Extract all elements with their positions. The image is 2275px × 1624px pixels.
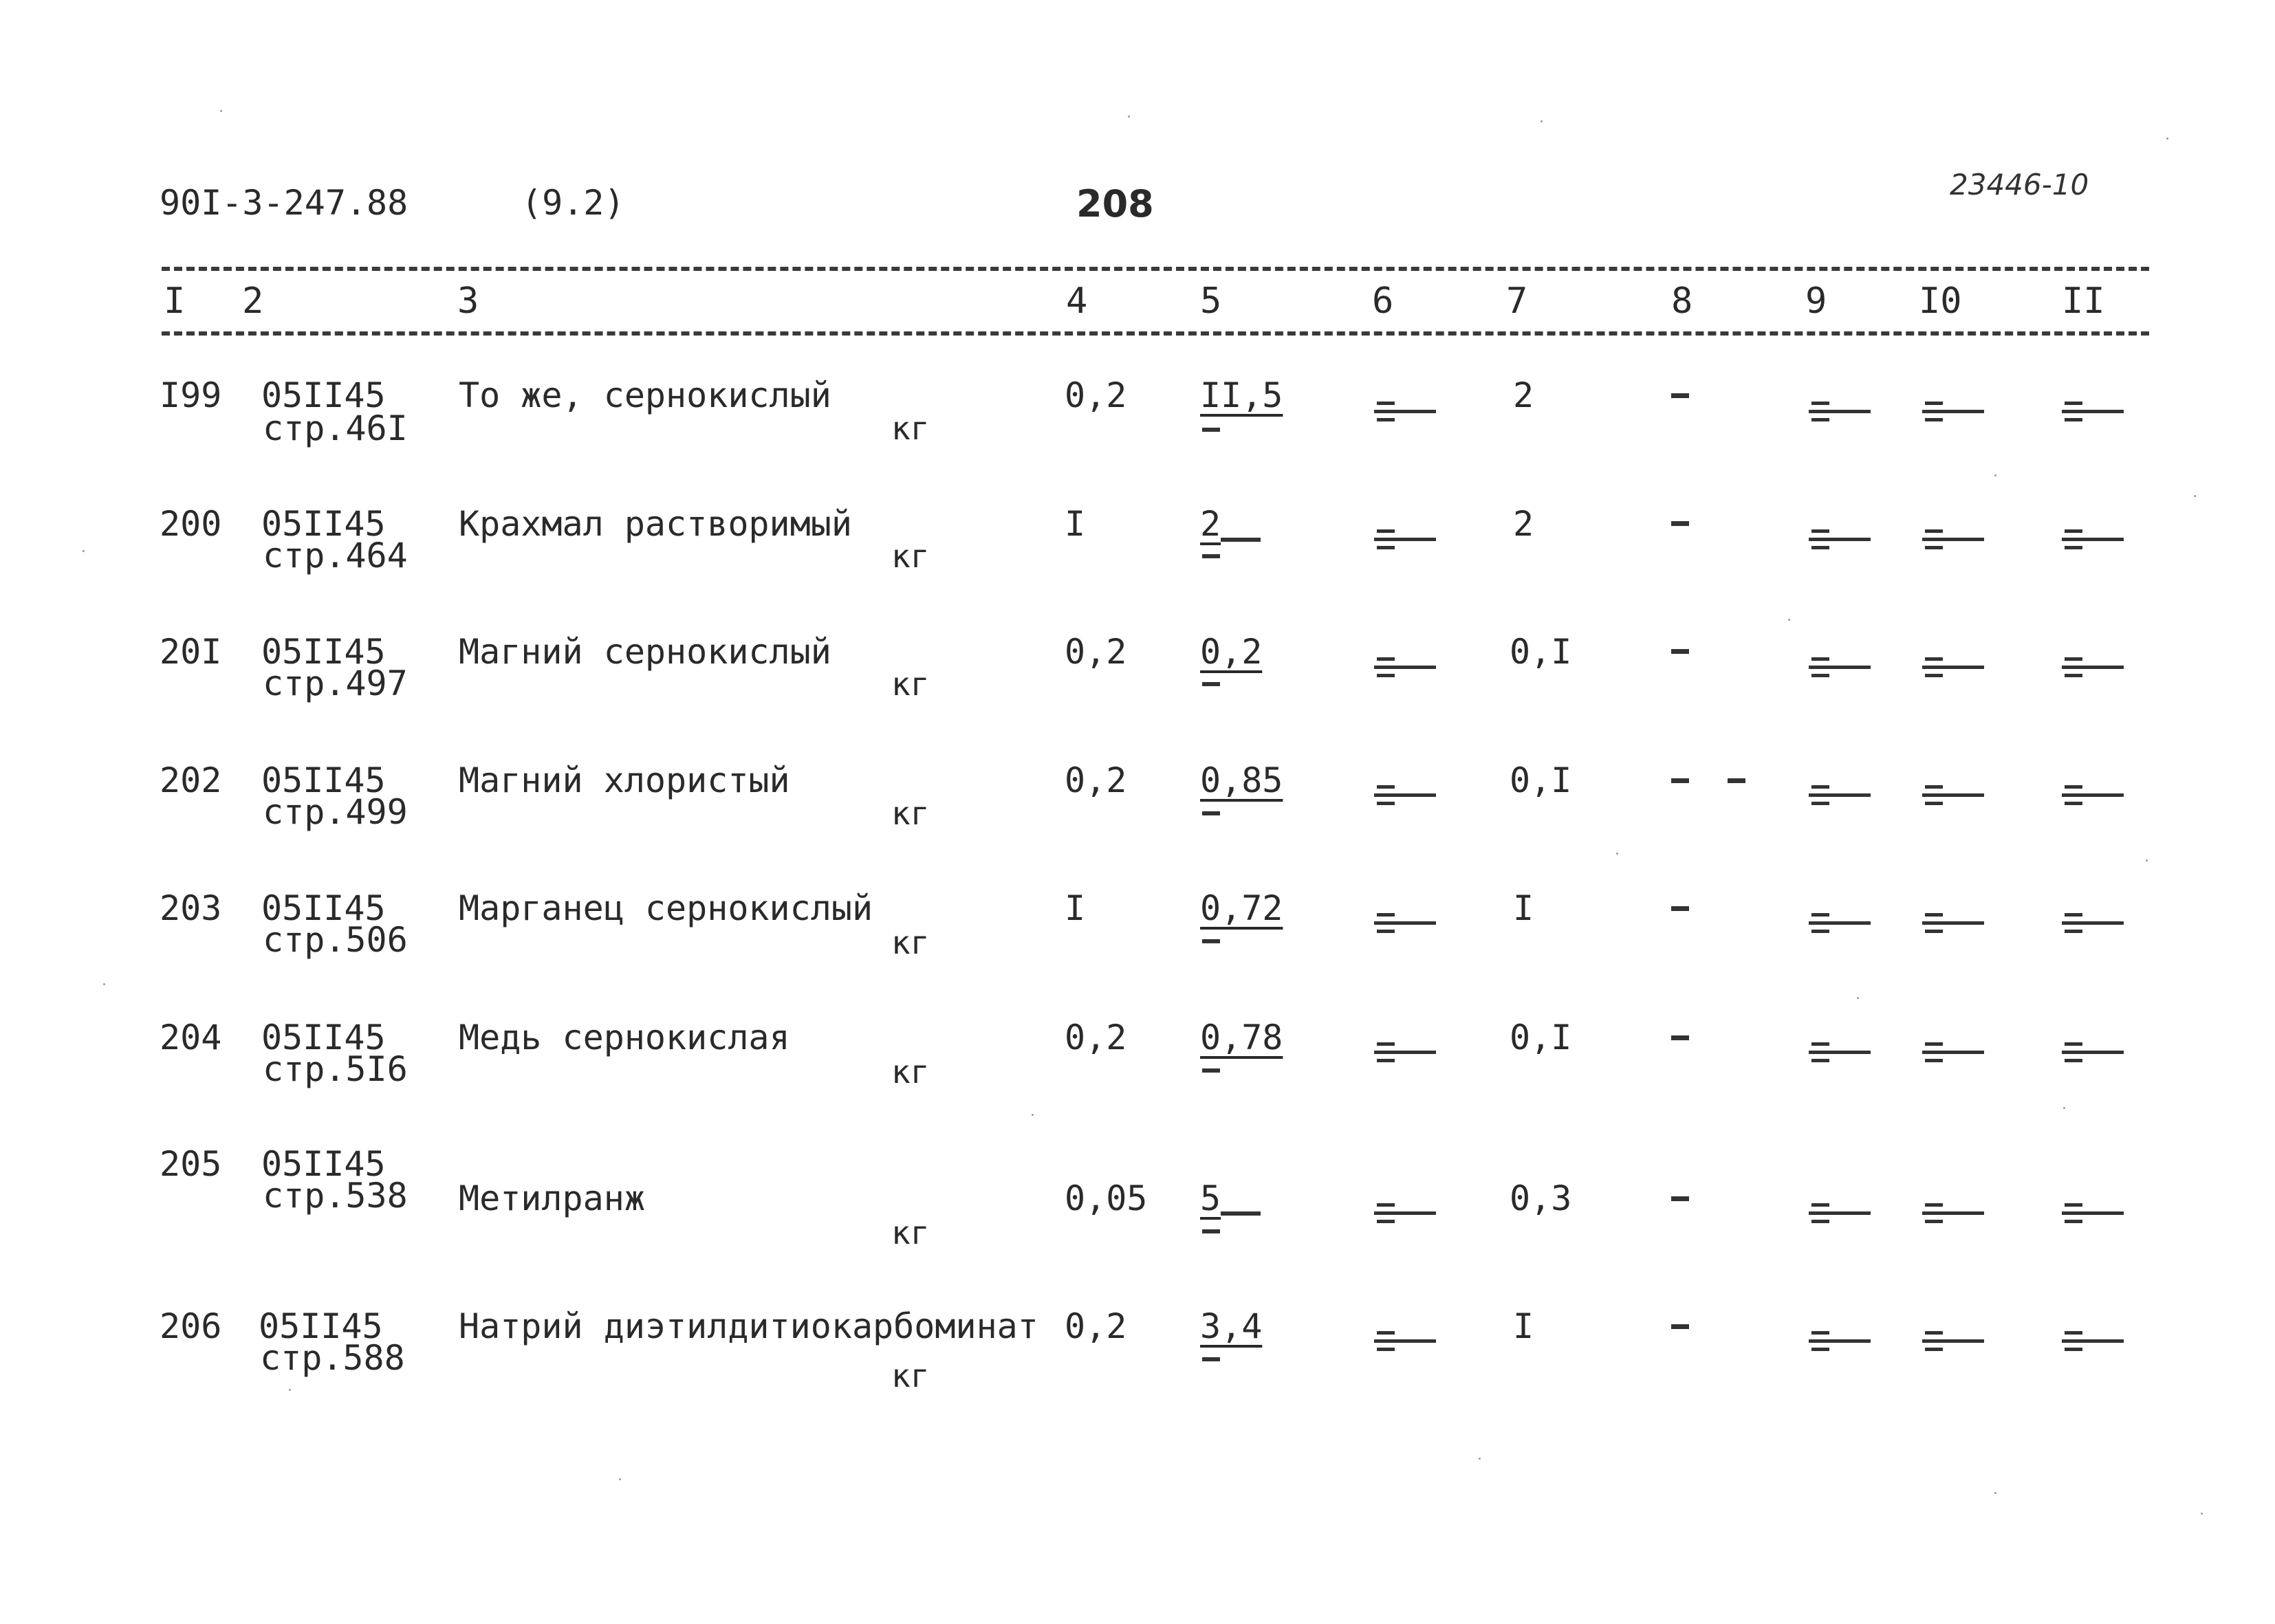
ditto-mark — [2062, 397, 2124, 425]
value-col7: 2 — [1513, 375, 1534, 415]
material-name: Натрий диэтилдитиокарбоминат — [459, 1306, 1038, 1346]
unit-label: кг — [891, 1214, 930, 1251]
unit-label: кг — [891, 924, 930, 961]
column-header: I0 — [1919, 281, 1962, 322]
reference-code: 05II45 — [259, 1306, 383, 1346]
dash-mark — [1671, 1196, 1689, 1201]
value-col5: II,5 — [1200, 375, 1283, 415]
value-col5: 2 — [1200, 504, 1221, 544]
reference-page: стр.538 — [263, 1176, 408, 1216]
unit-label: кг — [891, 538, 930, 575]
value-col4: 0,2 — [1065, 1306, 1127, 1346]
ditto-mark — [2062, 1327, 2124, 1354]
column-header: 6 — [1372, 281, 1394, 322]
ditto-mark — [1809, 397, 1871, 425]
dash-mark — [1671, 906, 1689, 911]
fraction-mark — [1202, 811, 1220, 815]
ditto-mark — [1374, 1199, 1436, 1227]
document-code: 90I-3-247.88 — [160, 183, 409, 223]
value-col5: 0,72 — [1200, 888, 1283, 928]
ditto-mark — [1922, 781, 1984, 809]
value-col5: 0,78 — [1200, 1018, 1283, 1057]
value-col4: 0,05 — [1065, 1178, 1148, 1218]
reference-code: 05II45 — [261, 888, 386, 928]
column-header: 2 — [242, 281, 264, 322]
ditto-mark — [1922, 653, 1984, 681]
value-col7: I — [1513, 1306, 1534, 1346]
value-col5: 3,4 — [1200, 1306, 1263, 1346]
reference-code: 05II45 — [261, 632, 386, 672]
reference-page: стр.499 — [263, 792, 408, 832]
ditto-mark — [2062, 781, 2124, 809]
ditto-mark — [2062, 909, 2124, 936]
ditto-mark — [2062, 1199, 2124, 1227]
row-number: 203 — [160, 888, 222, 928]
material-name: Марганец сернокислый — [459, 888, 873, 928]
ditto-mark — [1922, 525, 1984, 553]
value-col4: 0,2 — [1065, 760, 1127, 800]
column-header: 8 — [1671, 281, 1693, 322]
value-col7: 0,3 — [1510, 1178, 1572, 1218]
fraction-mark — [1202, 1068, 1220, 1073]
fraction-mark — [1202, 554, 1220, 558]
material-name: Метилранж — [459, 1178, 645, 1218]
reference-page: стр.506 — [263, 920, 408, 960]
ditto-mark — [1922, 397, 1984, 425]
ditto-mark — [1809, 1038, 1871, 1066]
material-name: То же, сернокислый — [459, 375, 831, 415]
ditto-mark — [1809, 909, 1871, 936]
ditto-mark — [1374, 397, 1436, 425]
value-col7: 0,I — [1510, 760, 1572, 800]
row-number: 200 — [160, 504, 222, 544]
material-name: Магний сернокислый — [459, 632, 831, 672]
ditto-mark — [1374, 653, 1436, 681]
row-number: 206 — [160, 1306, 222, 1346]
row-number: 20I — [160, 632, 222, 672]
ditto-mark — [1922, 1038, 1984, 1066]
value-col7: 2 — [1513, 504, 1534, 544]
reference-code: 05II45 — [261, 760, 386, 800]
dash-mark — [1671, 521, 1689, 526]
row-number: 202 — [160, 760, 222, 800]
value-col4: I — [1065, 888, 1086, 928]
fraction-mark — [1202, 1357, 1220, 1361]
row-number: I99 — [160, 375, 222, 415]
ditto-mark — [1922, 1327, 1984, 1354]
column-header: 7 — [1506, 281, 1528, 322]
unit-label: кг — [891, 410, 930, 447]
dash-mark — [1671, 1035, 1689, 1040]
dash-mark — [1671, 778, 1689, 783]
header-rule-bottom — [162, 331, 2149, 336]
unit-label: кг — [891, 666, 930, 703]
archive-number: 23446-10 — [1950, 168, 2089, 201]
column-header: I — [164, 281, 186, 322]
ditto-mark — [1374, 909, 1436, 936]
ditto-mark — [1922, 1199, 1984, 1227]
material-name: Медь сернокислая — [459, 1018, 790, 1057]
reference-page: стр.46I — [263, 408, 408, 448]
reference-page: стр.5I6 — [263, 1049, 408, 1089]
column-header: II — [2062, 281, 2105, 322]
fraction-mark — [1221, 1211, 1261, 1216]
ditto-mark — [1809, 653, 1871, 681]
ditto-mark — [1374, 1038, 1436, 1066]
section-number: (9.2) — [521, 183, 625, 223]
value-col5: 0,85 — [1200, 760, 1283, 800]
fraction-mark — [1202, 428, 1220, 432]
header-rule-top — [162, 267, 2149, 271]
fraction-mark — [1202, 682, 1220, 686]
ditto-mark — [2062, 525, 2124, 553]
ditto-mark — [1809, 525, 1871, 553]
row-number: 204 — [160, 1018, 222, 1057]
dash-mark — [1671, 1324, 1689, 1329]
ditto-mark — [1374, 781, 1436, 809]
fraction-mark — [1202, 939, 1220, 943]
reference-code: 05II45 — [261, 375, 386, 415]
unit-label: кг — [891, 1053, 930, 1090]
ditto-mark — [2062, 653, 2124, 681]
value-col4: I — [1065, 504, 1086, 544]
dash-mark — [1728, 778, 1745, 783]
column-header: 4 — [1066, 281, 1088, 322]
value-col5: 0,2 — [1200, 632, 1263, 672]
unit-label: кг — [891, 1357, 930, 1394]
page-number: 208 — [1076, 182, 1154, 226]
ditto-mark — [1809, 781, 1871, 809]
value-col4: 0,2 — [1065, 1018, 1127, 1057]
unit-label: кг — [891, 795, 930, 832]
material-name: Крахмал растворимый — [459, 504, 852, 544]
column-header: 5 — [1200, 281, 1222, 322]
fraction-mark — [1221, 538, 1261, 542]
reference-code: 05II45 — [261, 1144, 386, 1184]
material-name: Магний хлористый — [459, 760, 790, 800]
ditto-mark — [1809, 1199, 1871, 1227]
dash-mark — [1671, 649, 1689, 654]
value-col5: 5 — [1200, 1178, 1221, 1218]
value-col7: 0,I — [1510, 632, 1572, 672]
reference-page: стр.588 — [260, 1338, 405, 1378]
dash-mark — [1671, 393, 1689, 398]
value-col4: 0,2 — [1065, 375, 1127, 415]
value-col4: 0,2 — [1065, 632, 1127, 672]
reference-code: 05II45 — [261, 504, 386, 544]
value-col7: I — [1513, 888, 1534, 928]
value-col7: 0,I — [1510, 1018, 1572, 1057]
reference-page: стр.497 — [263, 663, 408, 703]
reference-code: 05II45 — [261, 1018, 386, 1057]
column-header: 3 — [457, 281, 479, 322]
ditto-mark — [1374, 1327, 1436, 1354]
column-header: 9 — [1805, 281, 1827, 322]
row-number: 205 — [160, 1144, 222, 1184]
reference-page: стр.464 — [263, 536, 408, 575]
ditto-mark — [1374, 525, 1436, 553]
fraction-mark — [1202, 1229, 1220, 1233]
ditto-mark — [1922, 909, 1984, 936]
ditto-mark — [2062, 1038, 2124, 1066]
ditto-mark — [1809, 1327, 1871, 1354]
